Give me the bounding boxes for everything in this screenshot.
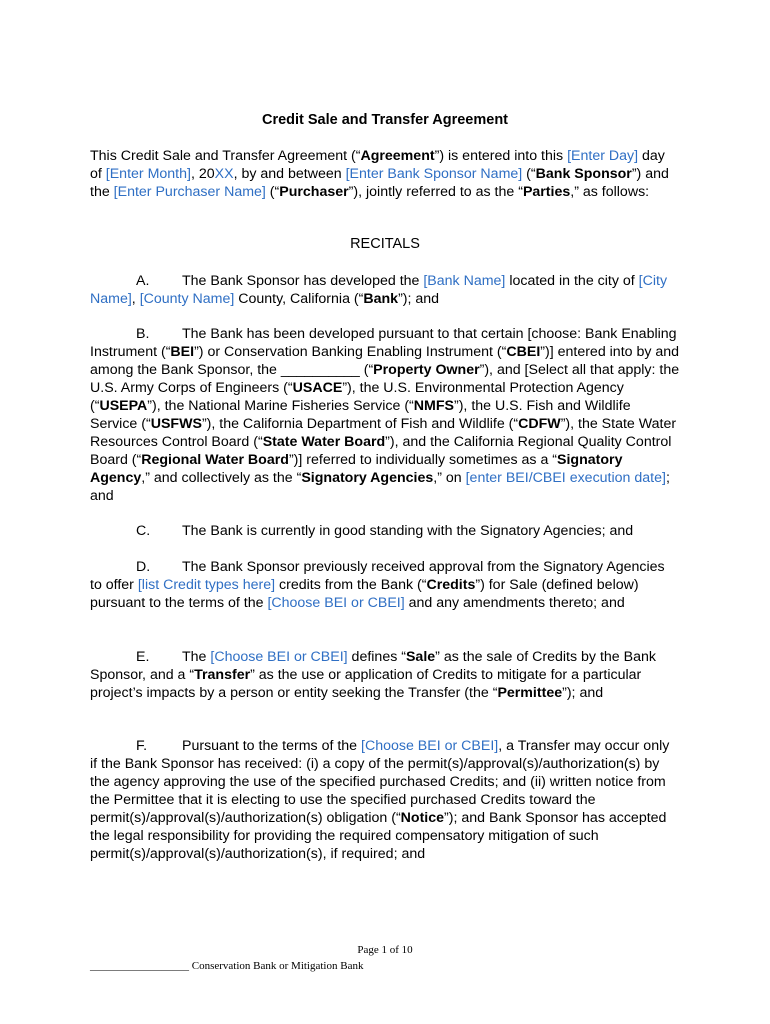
city-name-field[interactable]: [City Name] (90, 273, 668, 307)
enter-month-field[interactable]: [Enter Month] (105, 166, 191, 182)
credit-types-field[interactable]: [list Credit types here] (137, 577, 276, 593)
recital-text: ”); and (562, 685, 604, 701)
recital-letter: D. (136, 559, 151, 575)
recital-text: ” as the sale of Credits by the Bank Sponsor, and a “ (90, 649, 656, 683)
defined-term-bank: Bank (363, 291, 399, 307)
recital-text: ”), the California Department of Fish and Wildlife (“ (201, 416, 519, 432)
recital-text: ”)] referred to individually sometimes as a “ (288, 452, 558, 468)
recital-text: and any amendments thereto; and (404, 595, 625, 611)
recital-text: ”), the State Water Resources Control Board (“ (90, 416, 677, 450)
defined-term-bank-sponsor: Bank Sponsor (535, 166, 632, 182)
recital-text: ”), and the California Regional Quality Control Board (“ (90, 434, 672, 468)
recital-text: ”), the National Marine Fisheries Service (“ (147, 398, 414, 414)
intro-text: , 20 (190, 166, 215, 182)
defined-term-signatory-agency: Signatory Agency (90, 452, 623, 486)
intro-text: day of (90, 148, 665, 182)
recital-text: ,” and collectively as the “ (141, 470, 302, 486)
enter-bank-sponsor-field[interactable]: [Enter Bank Sponsor Name] (345, 166, 523, 182)
intro-text: This Credit Sale and Transfer Agreement (“ (90, 148, 361, 164)
intro-text: ”) and the (90, 166, 669, 200)
recital-letter: E. (136, 649, 150, 665)
recital-b (90, 325, 680, 505)
recital-text: Pursuant to the terms of the (182, 738, 362, 754)
footer-page-number: Page 1 of 10 (357, 944, 413, 956)
recital-text: , (131, 291, 140, 307)
recital-a (90, 272, 680, 308)
recital-text: County, California (“ (234, 291, 364, 307)
recital-f (90, 737, 680, 863)
defined-term-nmfs: NMFS (413, 398, 454, 414)
recital-text: ”); and (398, 291, 440, 307)
recital-text: The Bank has been developed pursuant to that certain [choose: Bank Enabling Instrument (“ (90, 326, 677, 360)
recital-text: defines “ (347, 649, 406, 665)
recital-text: ; and (90, 470, 670, 504)
recital-text: The Bank is currently in good standing with the Signatory Agencies; and (182, 523, 634, 539)
defined-term-regional-water-board: Regional Water Board (141, 452, 289, 468)
recital-e (90, 648, 680, 702)
defined-term-transfer: Transfer (194, 667, 251, 683)
recital-text: located in the city of (505, 273, 639, 289)
bank-name-field[interactable]: [Bank Name] (423, 273, 506, 289)
recital-text: The Bank Sponsor has developed the (182, 273, 424, 289)
defined-term-cbei: CBEI (506, 344, 541, 360)
recital-letter: A. (136, 273, 150, 289)
document-title: Credit Sale and Transfer Agreement (261, 112, 509, 128)
recital-d (90, 558, 680, 612)
recitals-heading: RECITALS (350, 236, 420, 252)
choose-bei-field[interactable]: [Choose BEI or CBEI] (210, 649, 348, 665)
recital-text: ”); and Bank Sponsor has accepted the legal responsibility for providing the required compensatory mitigation of such permit(s)/approval(s)/authorization(s), if required; and (90, 810, 667, 862)
intro-text: (“ (265, 184, 280, 200)
recital-text: ,” on (433, 470, 466, 486)
defined-term-usfws: USFWS (150, 416, 202, 432)
choose-bei-field[interactable]: [Choose BEI or CBEI] (267, 595, 405, 611)
defined-term-usepa: USEPA (99, 398, 148, 414)
recital-text: ”)] entered into by and among the Bank Sponsor, the __________ (“ (90, 344, 680, 378)
enter-purchaser-field[interactable]: [Enter Purchaser Name] (113, 184, 266, 200)
intro-paragraph (90, 147, 680, 201)
defined-term-notice: Notice (400, 810, 445, 826)
intro-text: (“ (522, 166, 536, 182)
footer-bank-line: __________________ Conservation Bank or Mitigation Bank (90, 960, 364, 972)
recital-text: , a Transfer may occur only if the Bank Sponsor has received: (i) a copy of the permit(s)/approval(s)/authorization(s) by the agency approving the use of the specified purchased Credits; and (ii) written notice from the Permittee that it is electing to use the specified purchased Credits toward the permit(s)/approval(s)/authorization(s) obligation (“ (90, 738, 670, 826)
defined-term-usace: USACE (292, 380, 343, 396)
defined-term-bei: BEI (170, 344, 195, 360)
choose-bei-field[interactable]: [Choose BEI or CBEI] (361, 738, 499, 754)
recital-letter: B. (136, 326, 150, 342)
recital-letter: F. (136, 738, 148, 754)
defined-term-property-owner: Property Owner (373, 362, 480, 378)
recital-letter: C. (136, 523, 151, 539)
intro-text: ”) is entered into this (434, 148, 568, 164)
intro-text: , by and between (233, 166, 346, 182)
defined-term-signatory-agencies: Signatory Agencies (301, 470, 434, 486)
recital-text: ”), and [Select all that apply: the U.S. Army Corps of Engineers (“ (90, 362, 680, 396)
enter-day-field[interactable]: [Enter Day] (567, 148, 639, 164)
recital-text: ”) or Conservation Banking Enabling Instrument (“ (194, 344, 507, 360)
intro-text: ,” as follows: (570, 184, 650, 200)
execution-date-field[interactable]: [enter BEI/CBEI execution date] (465, 470, 666, 486)
defined-term-purchaser: Purchaser (279, 184, 349, 200)
recital-text: The Bank Sponsor previously received approval from the Signatory Agencies to offer (90, 559, 665, 593)
intro-text: ”), jointly referred to as the “ (348, 184, 523, 200)
defined-term-agreement: Agreement (360, 148, 435, 164)
year-field[interactable]: XX (214, 166, 234, 182)
recital-text: ”), the U.S. Environmental Protection Agency (“ (90, 380, 624, 414)
defined-term-state-water-board: State Water Board (262, 434, 386, 450)
defined-term-parties: Parties (522, 184, 571, 200)
defined-term-permittee: Permittee (497, 685, 563, 701)
county-name-field[interactable]: [County Name] (139, 291, 235, 307)
recital-text: ”) for Sale (defined below) pursuant to the terms of the (90, 577, 639, 611)
recital-c (90, 522, 680, 540)
defined-term-cdfw: CDFW (518, 416, 561, 432)
defined-term-sale: Sale (405, 649, 436, 665)
recital-text: ”), the U.S. Fish and Wildlife Service (“ (90, 398, 631, 432)
recital-text: ” as the use or application of Credits to mitigate for a particular project’s impacts by a person or entity seeking the Transfer (the “ (90, 667, 642, 701)
defined-term-credits: Credits (426, 577, 476, 593)
recital-text: The (182, 649, 211, 665)
recital-text: credits from the Bank (“ (275, 577, 427, 593)
